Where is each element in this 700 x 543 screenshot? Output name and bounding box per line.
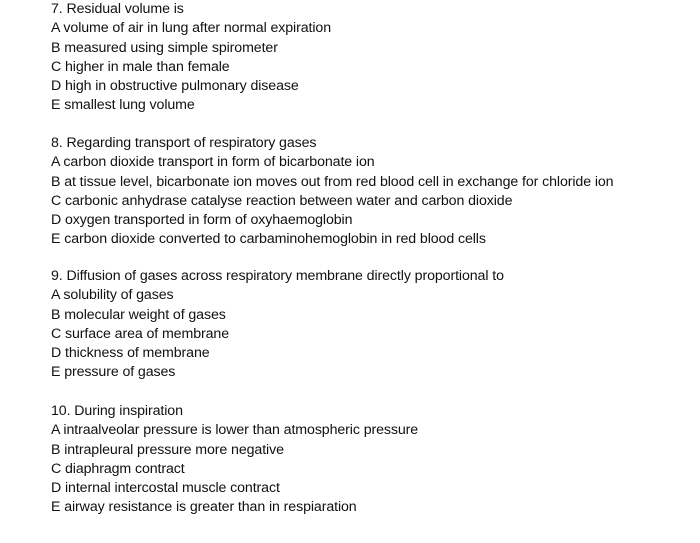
question-stem: 8. Regarding transport of respiratory gases	[51, 135, 317, 151]
option-d: D oxygen transported in form of oxyhaemoglobin	[51, 212, 353, 229]
option-d: D internal intercostal muscle contract	[51, 480, 280, 497]
question-9	[51, 267, 504, 383]
option-b: B intrapleural pressure more negative	[51, 441, 284, 458]
question-7	[51, 0, 331, 116]
option-a: A solubility of gases	[51, 287, 174, 304]
option-c: C higher in male than female	[51, 58, 230, 75]
option-c: C surface area of membrane	[51, 325, 229, 342]
option-e: E pressure of gases	[51, 364, 176, 381]
option-e: E smallest lung volume	[51, 97, 195, 114]
option-e: E airway resistance is greater than in respiaration	[51, 499, 357, 516]
question-stem: 10. During inspiration	[51, 403, 183, 419]
question-stem: 7. Residual volume is	[51, 1, 184, 17]
option-d: D thickness of membrane	[51, 345, 210, 362]
option-b: B measured using simple spirometer	[51, 39, 278, 56]
option-a: A carbon dioxide transport in form of bicarbonate ion	[51, 154, 375, 171]
question-10	[51, 402, 418, 518]
option-d: D high in obstructive pulmonary disease	[51, 78, 299, 95]
option-b: B molecular weight of gases	[51, 306, 226, 323]
option-b: B at tissue level, bicarbonate ion moves out from red blood cell in exchange for chloride ion	[51, 173, 614, 190]
option-e: E carbon dioxide converted to carbaminohemoglobin in red blood cells	[51, 231, 486, 248]
option-a: A volume of air in lung after normal expiration	[51, 20, 331, 37]
option-c: C diaphragm contract	[51, 460, 185, 477]
option-c: C carbonic anhydrase catalyse reaction between water and carbon dioxide	[51, 192, 513, 209]
option-a: A intraalveolar pressure is lower than atmospheric pressure	[51, 422, 419, 439]
question-8	[51, 134, 613, 250]
question-stem: 9. Diffusion of gases across respiratory membrane directly proportional to	[51, 268, 504, 284]
